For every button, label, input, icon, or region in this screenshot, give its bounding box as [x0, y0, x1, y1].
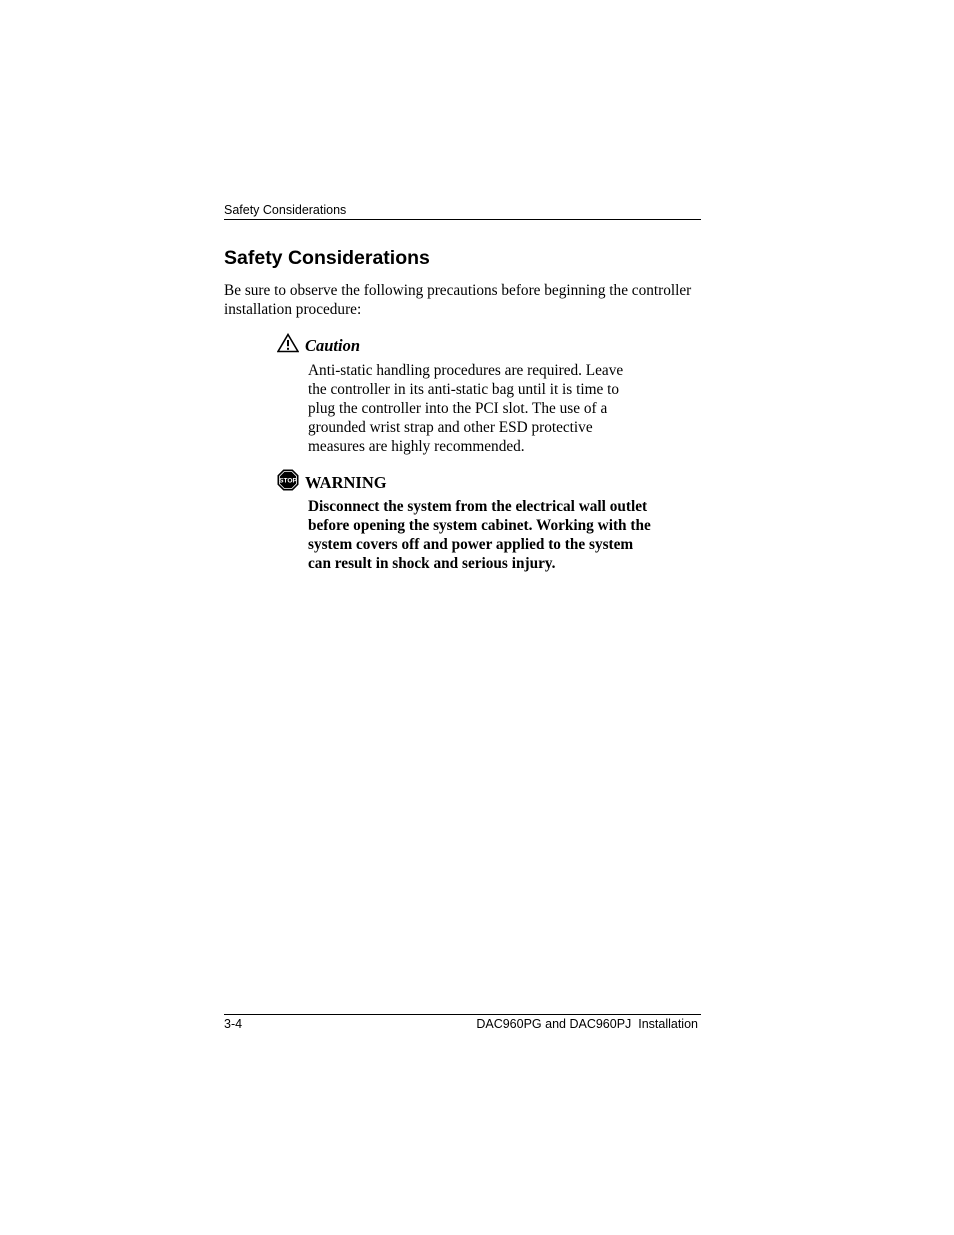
warning-text: Disconnect the system from the electrical wall outlet before opening the system cabinet. Working with the system covers off and power applied to the system can result in shock and serious injury.: [308, 498, 651, 572]
warning-label: WARNING: [305, 472, 387, 492]
stop-sign-icon: [277, 469, 299, 496]
page-number: 3-4: [224, 1017, 243, 1031]
intro-paragraph: Be sure to observe the following precautions before beginning the controller installation procedure:: [224, 282, 692, 318]
warning-heading: [277, 469, 387, 496]
caution-text: Anti-static handling procedures are required. Leave the controller in its anti-static bag until it is time to plug the controller into the PCI slot. The use of a grounded wrist strap and other ESD protective measures are highly recommended.: [308, 362, 624, 455]
header-rule: [224, 219, 701, 220]
warning-triangle-icon: [277, 333, 299, 358]
footer-doc-title: DAC960PG and DAC960PJ Installation: [476, 1017, 698, 1031]
section-title: Safety Considerations: [224, 247, 430, 269]
footer-rule: [224, 1014, 701, 1015]
running-header: Safety Considerations: [224, 203, 347, 217]
caution-label: Caution: [305, 335, 361, 355]
caution-heading: [277, 333, 360, 358]
stop-sign-text: STOP: [279, 477, 297, 485]
